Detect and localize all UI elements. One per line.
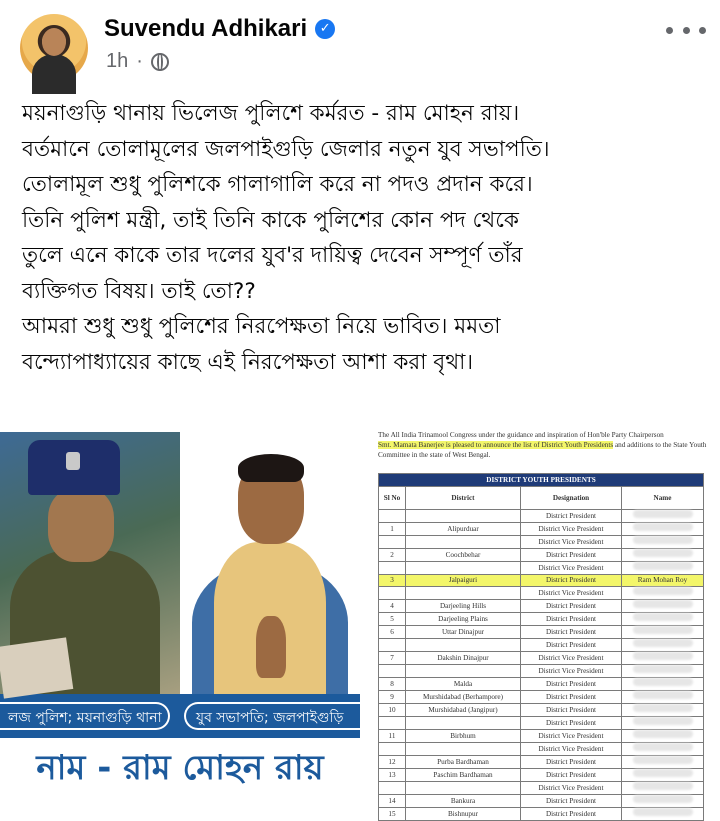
table-cell-designation: District President bbox=[521, 717, 622, 730]
document-header-highlight: Smt. Mamata Banerjee is pleased to announce the list of District Youth Presidents bbox=[378, 441, 614, 449]
table-cell-district: Malda bbox=[406, 678, 521, 691]
table-cell-designation: District Vice President bbox=[521, 743, 622, 756]
redacted-name bbox=[633, 523, 693, 531]
table-cell-name bbox=[622, 678, 704, 691]
caption-tag-right: যুব সভাপতি; জলপাইগুড়ি bbox=[184, 702, 360, 730]
table-row bbox=[379, 795, 704, 808]
table-row bbox=[379, 730, 704, 743]
table-cell-designation: District President bbox=[521, 613, 622, 626]
table-cell-designation: District Vice President bbox=[521, 562, 622, 575]
table-cell-designation: District President bbox=[521, 691, 622, 704]
table-cell-sl: 10 bbox=[379, 704, 406, 717]
table-cell-district bbox=[406, 510, 521, 523]
caption-tag-left: লজ পুলিশ; ময়নাগুড়ি থানা bbox=[0, 702, 170, 730]
table-cell-designation: District President bbox=[521, 678, 622, 691]
redacted-name bbox=[633, 536, 693, 544]
youth-presidents-table bbox=[378, 473, 704, 821]
table-cell-sl: 8 bbox=[379, 678, 406, 691]
table-cell-district: Alipurduar bbox=[406, 523, 521, 536]
document-header-rest: and additions to the State Youth Committee in the state of West Bengal. bbox=[378, 441, 707, 459]
table-row bbox=[379, 717, 704, 730]
table-row bbox=[379, 808, 704, 821]
table-cell-designation: District Vice President bbox=[521, 587, 622, 600]
table-cell-designation: District Vice President bbox=[521, 523, 622, 536]
table-cell-name bbox=[622, 665, 704, 678]
redacted-name bbox=[633, 743, 693, 751]
table-cell-district bbox=[406, 665, 521, 678]
table-cell-sl: 3 bbox=[379, 575, 406, 587]
redacted-name bbox=[633, 782, 693, 790]
post-header bbox=[0, 0, 720, 92]
paper-shape bbox=[0, 637, 73, 698]
table-title: DISTRICT YOUTH PRESIDENTS bbox=[379, 474, 704, 487]
table-cell-designation: District President bbox=[521, 549, 622, 562]
table-cell-name bbox=[622, 691, 704, 704]
table-cell-designation: District President bbox=[521, 510, 622, 523]
post-line: বন্দ্যোপাধ্যায়ের কাছে এই নিরপেক্ষতা আশা করা বৃথা। bbox=[22, 349, 474, 375]
table-cell-name bbox=[622, 704, 704, 717]
table-cell-district: Murshidabad (Berhampore) bbox=[406, 691, 521, 704]
table-cell-designation: District President bbox=[521, 756, 622, 769]
table-row bbox=[379, 652, 704, 665]
table-row bbox=[379, 691, 704, 704]
redacted-name bbox=[633, 652, 693, 660]
table-cell-district: Darjeeling Plains bbox=[406, 613, 521, 626]
table-row bbox=[379, 523, 704, 536]
column-header: Designation bbox=[521, 487, 622, 510]
redacted-name bbox=[633, 587, 693, 595]
table-cell-designation: District President bbox=[521, 769, 622, 782]
table-cell-designation: District President bbox=[521, 575, 622, 587]
table-cell-district: Bishnupur bbox=[406, 808, 521, 821]
table-cell-designation: District President bbox=[521, 808, 622, 821]
column-header: Sl No bbox=[379, 487, 406, 510]
table-cell-designation: District Vice President bbox=[521, 536, 622, 549]
column-header: Name bbox=[622, 487, 704, 510]
table-cell-district: Coochbehar bbox=[406, 549, 521, 562]
table-cell-sl bbox=[379, 536, 406, 549]
post-line: তুলে এনে কাকে তার দলের যুব'র দায়িত্ব দেবেন সম্পূর্ণ তাঁর bbox=[22, 243, 523, 268]
portrait-photo bbox=[180, 432, 360, 694]
table-cell-name bbox=[622, 652, 704, 665]
name-banner: নাম - রাম মোহন রায় bbox=[0, 738, 360, 799]
more-options-button[interactable] bbox=[666, 18, 706, 42]
table-cell-sl bbox=[379, 782, 406, 795]
table-cell-designation: District Vice President bbox=[521, 730, 622, 743]
table-cell-designation: District President bbox=[521, 704, 622, 717]
author-row bbox=[104, 14, 335, 44]
redacted-name bbox=[633, 639, 693, 647]
table-cell-sl: 11 bbox=[379, 730, 406, 743]
table-cell-sl bbox=[379, 665, 406, 678]
table-cell-district: Paschim Bardhaman bbox=[406, 769, 521, 782]
post-line: ময়নাগুড়ি থানায় ভিলেজ পুলিশে কর্মরত - রাম মোহন রায়। bbox=[22, 101, 520, 126]
table-cell-name: Ram Mohan Roy bbox=[622, 575, 704, 587]
table-cell-designation: District President bbox=[521, 795, 622, 808]
redacted-name bbox=[633, 510, 693, 518]
redacted-name bbox=[633, 613, 693, 621]
table-cell-district: Jalpaiguri bbox=[406, 575, 521, 587]
table-cell-name bbox=[622, 549, 704, 562]
table-cell-name bbox=[622, 562, 704, 575]
table-row bbox=[379, 665, 704, 678]
redacted-name bbox=[633, 562, 693, 570]
table-cell-name bbox=[622, 639, 704, 652]
table-cell-district: Uttar Dinajpur bbox=[406, 626, 521, 639]
redacted-name bbox=[633, 665, 693, 673]
table-row bbox=[379, 639, 704, 652]
table-cell-name bbox=[622, 523, 704, 536]
post-text bbox=[22, 96, 702, 380]
police-cap-shape bbox=[28, 440, 120, 495]
verified-badge-icon: ✓ bbox=[315, 19, 335, 39]
table-cell-name bbox=[622, 613, 704, 626]
table-cell-district bbox=[406, 587, 521, 600]
author-name[interactable]: Suvendu Adhikari bbox=[104, 15, 308, 42]
table-cell-designation: District Vice President bbox=[521, 665, 622, 678]
table-row bbox=[379, 704, 704, 717]
table-cell-designation: District President bbox=[521, 626, 622, 639]
table-cell-sl: 7 bbox=[379, 652, 406, 665]
police-photo bbox=[0, 432, 180, 694]
table-cell-name bbox=[622, 626, 704, 639]
table-cell-sl: 12 bbox=[379, 756, 406, 769]
redacted-name bbox=[633, 704, 693, 712]
table-row bbox=[379, 510, 704, 523]
table-cell-name bbox=[622, 730, 704, 743]
table-body bbox=[379, 510, 704, 821]
table-cell-sl: 5 bbox=[379, 613, 406, 626]
redacted-name bbox=[633, 769, 693, 777]
redacted-name bbox=[633, 795, 693, 803]
table-cell-district: Darjeeling Hills bbox=[406, 600, 521, 613]
table-cell-name bbox=[622, 743, 704, 756]
folded-hands-shape bbox=[256, 616, 286, 678]
table-cell-sl: 2 bbox=[379, 549, 406, 562]
post-line: বর্তমানে তোলামূলের জলপাইগুড়ি জেলার নতুন যুব সভাপতি। bbox=[22, 136, 550, 162]
meta-separator: · bbox=[136, 50, 143, 72]
cap-badge-icon bbox=[66, 452, 80, 470]
avatar[interactable] bbox=[20, 14, 88, 82]
redacted-name bbox=[633, 626, 693, 634]
table-row bbox=[379, 769, 704, 782]
table-row bbox=[379, 549, 704, 562]
table-cell-sl: 14 bbox=[379, 795, 406, 808]
table-cell-sl bbox=[379, 587, 406, 600]
document-header-line: The All India Trinamool Congress under the guidance and inspiration of Hon'ble Party Chairperson bbox=[378, 431, 664, 439]
table-cell-name bbox=[622, 756, 704, 769]
table-row bbox=[379, 575, 704, 587]
table-cell-sl bbox=[379, 743, 406, 756]
table-cell-sl: 1 bbox=[379, 523, 406, 536]
table-cell-sl: 6 bbox=[379, 626, 406, 639]
more-dot-icon bbox=[666, 27, 673, 34]
table-cell-district bbox=[406, 782, 521, 795]
avatar-face bbox=[42, 28, 66, 56]
table-cell-district: Murshidabad (Jangipur) bbox=[406, 704, 521, 717]
redacted-name bbox=[633, 717, 693, 725]
redacted-name bbox=[633, 808, 693, 816]
table-cell-designation: District Vice President bbox=[521, 652, 622, 665]
table-row bbox=[379, 600, 704, 613]
table-cell-name bbox=[622, 587, 704, 600]
table-cell-sl: 4 bbox=[379, 600, 406, 613]
table-row bbox=[379, 562, 704, 575]
table-row bbox=[379, 743, 704, 756]
table-cell-sl: 13 bbox=[379, 769, 406, 782]
table-cell-sl: 9 bbox=[379, 691, 406, 704]
table-cell-designation: District President bbox=[521, 600, 622, 613]
table-cell-district: Birbhum bbox=[406, 730, 521, 743]
table-cell-sl bbox=[379, 562, 406, 575]
table-cell-district bbox=[406, 536, 521, 549]
more-dot-icon bbox=[683, 27, 690, 34]
face-shape bbox=[48, 488, 114, 562]
table-cell-name bbox=[622, 536, 704, 549]
table-cell-district: Bankura bbox=[406, 795, 521, 808]
table-row bbox=[379, 536, 704, 549]
redacted-name bbox=[633, 730, 693, 738]
table-cell-name bbox=[622, 782, 704, 795]
table-cell-name bbox=[622, 717, 704, 730]
hair-shape bbox=[238, 454, 304, 482]
table-cell-name bbox=[622, 795, 704, 808]
table-row bbox=[379, 782, 704, 795]
table-row bbox=[379, 626, 704, 639]
globe-icon bbox=[151, 53, 169, 71]
post-time[interactable]: 1h bbox=[106, 50, 129, 72]
avatar-figure bbox=[32, 54, 76, 94]
redacted-name bbox=[633, 549, 693, 557]
table-cell-name bbox=[622, 808, 704, 821]
table-cell-district bbox=[406, 562, 521, 575]
table-cell-sl bbox=[379, 510, 406, 523]
post-line: ব্যক্তিগত বিষয়। তাই তো?? bbox=[22, 278, 256, 304]
media-image-left[interactable] bbox=[0, 432, 360, 799]
table-cell-sl: 15 bbox=[379, 808, 406, 821]
redacted-name bbox=[633, 756, 693, 764]
table-cell-designation: District Vice President bbox=[521, 782, 622, 795]
table-cell-district bbox=[406, 743, 521, 756]
redacted-name bbox=[633, 691, 693, 699]
table-row bbox=[379, 613, 704, 626]
column-header: District bbox=[406, 487, 521, 510]
post-media bbox=[0, 431, 720, 818]
redacted-name bbox=[633, 600, 693, 608]
table-cell-designation: District President bbox=[521, 639, 622, 652]
table-row bbox=[379, 678, 704, 691]
table-cell-name bbox=[622, 769, 704, 782]
table-row bbox=[379, 587, 704, 600]
post-line: তিনি পুলিশ মন্ত্রী, তাই তিনি কাকে পুলিশের কোন পদ থেকে bbox=[22, 207, 519, 233]
table-cell-district: Dakshin Dinajpur bbox=[406, 652, 521, 665]
table-cell-name bbox=[622, 600, 704, 613]
post-line: তোলামূল শুধু পুলিশকে গালাগালি করে না পদও প্রদান করে। bbox=[22, 172, 533, 197]
redacted-name bbox=[633, 678, 693, 686]
more-dot-icon bbox=[699, 27, 706, 34]
post-meta bbox=[106, 50, 169, 73]
table-cell-district bbox=[406, 639, 521, 652]
table-cell-sl bbox=[379, 717, 406, 730]
document-header bbox=[378, 430, 718, 460]
table-cell-name bbox=[622, 510, 704, 523]
media-image-right[interactable] bbox=[368, 431, 720, 818]
table-cell-sl bbox=[379, 639, 406, 652]
post-line: আমরা শুধু শুধু পুলিশের নিরপেক্ষতা নিয়ে ভাবিত। মমতা bbox=[22, 314, 501, 339]
table-cell-district: Purba Bardhaman bbox=[406, 756, 521, 769]
table-row bbox=[379, 756, 704, 769]
table-cell-district bbox=[406, 717, 521, 730]
